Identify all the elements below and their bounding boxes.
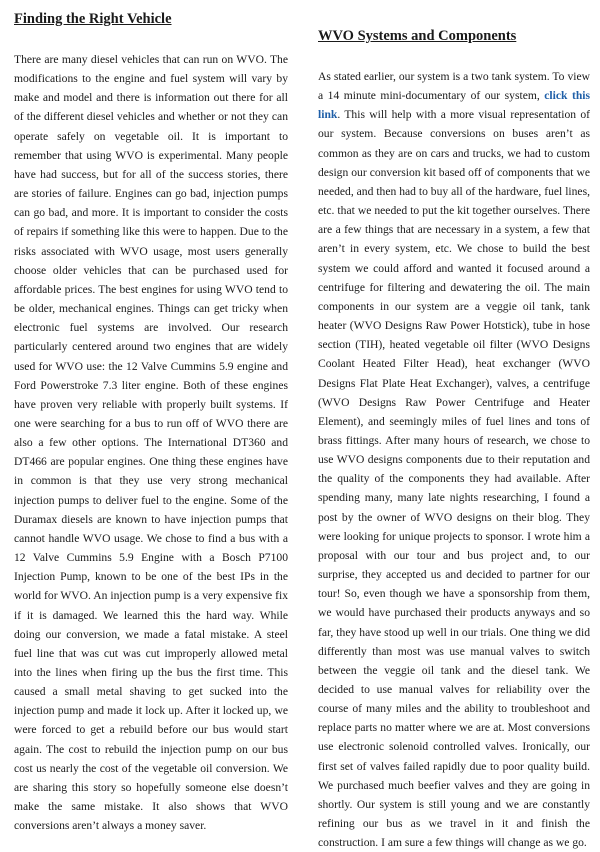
- text-after-link: . This will help with a more visual representation of our system. Because conversions on buses aren’t as common as they are on cars and trucks, we had to custom design our conversion kit based off of components that we needed, and then had to buy all of the hardware, fuel lines, etc. that we needed to put the kit together ourselves. There are a few things that are necessary in a system, a few that aren’t in every system, etc. We chose to build the best system we could afford and wanted it focused around a centrifuge for filtering and dewatering the oil. The main components in our system are a veggie oil tank, tank heater (WVO Designs Raw Power Hotstick), tube in hose section (TIH), heated vegetable oil filter (WVO Designs Coolant Heated Filter Head), heat exchanger (WVO Designs Flat Plate Heat Exchanger), valves, a centrifuge (WVO Designs Raw Power Centrifuge and Heater Element), and seemingly miles of fuel lines and tons of brass fittings. After many hours of research, we chose to use WVO designs components due to their reputation and the quality of the components they had available. After spending many, many late nights researching, I found a post by the owner of WVO designs on their blog. They were looking for unique projects to sponsor. I wrote him a proposal with our tour and bus project and, to our surprise, they accepted us and decided to partner for our tour! So, even though we have a sponsorship from them, we would have purchased their products anyways and so far, they have stood up well in our trials. One thing we did differently than most was use manual valves to switch between the veggie oil tank and the diesel tank. We decided to use manual valves for reliability over the course of many miles and the ability to troubleshoot and replace parts no matter where we are at. Most conversions use electronic solenoid controlled valves. Ironically, our first set of valves failed rapidly due to poor quality build. We purchased much beefier valves and they are going in shortly. Our system is still young and we are constantly refining our bus as we travel in it and finish the construction. I am sure a few things will change as we go.: [318, 108, 590, 850]
- paragraph-wvo-systems: [318, 67, 590, 852]
- left-column: [14, 10, 288, 835]
- documentary-link[interactable]: click this link: [318, 89, 591, 122]
- heading-finding-vehicle: Finding the Right Vehicle: [14, 11, 172, 27]
- paragraph-finding-vehicle: There are many diesel vehicles that can run on WVO. The modifications to the engine and fuel system will vary by make and model and there is information out there for all of the different diesel vehicles and whether or not they can operate safely on vegetable oil. It is important to remember that using WVO is experimental. Many people have had success, but for all of the success stories, there are stories of failure. Engines can go bad, injection pumps can go bad, and more. It is important to consider the costs of repairs if something like this were to happen. Due to the risks associated with WVO usage, most users generally choose older vehicles that can be purchased used for affordable prices. The best engines for using WVO tend to be older, mechanical engines. Things can get tricky when electronic fuel systems are involved. Our research particularly centered around two engines that are widely used for WVO use: the 12 Valve Cummins 5.9 engine and Ford Powerstroke 7.3 liter engine. Both of these engines have proven very reliable with properly built systems. If one were searching for a bus to run off of WVO there are also a few other options. The International DT360 and DT466 are popular engines. One thing these engines have in common is that they use very strong mechanical injection pumps to deliver fuel to the engine. Some of the Duramax diesels are known to have injection pumps that cannot handle WVO usage. We chose to find a bus with a 12 Valve Cummins 5.9 Engine with a Bosch P7100 Injection Pump, known to be one of the best IPs in the world for WVO. An injection pump is a very expensive fix if it is damaged. We learned this the hard way. While doing our conversion, we made a fatal mistake. A steel fuel line that was cut was cut improperly allowed metal into the lines when firing up the bus the first time. This caused a small metal shaving to get sucked into the injection pump and made it lock up. After it locked up, we were forced to get a rebuild before our bus would start again. The cost to rebuild the injection pump on our bus cost us nearly the cost of the vegetable oil conversion. We are sharing this story so hopefully someone else doesn’t make the same mistake. It also shows that WVO conversions aren’t always a money saver.: [14, 53, 288, 833]
- heading-wvo-systems: WVO Systems and Components: [318, 28, 517, 44]
- text-before-link: As stated earlier, our system is a two tank system. To view a 14 minute mini-documentary of our system,: [318, 70, 590, 103]
- right-column: [318, 27, 590, 852]
